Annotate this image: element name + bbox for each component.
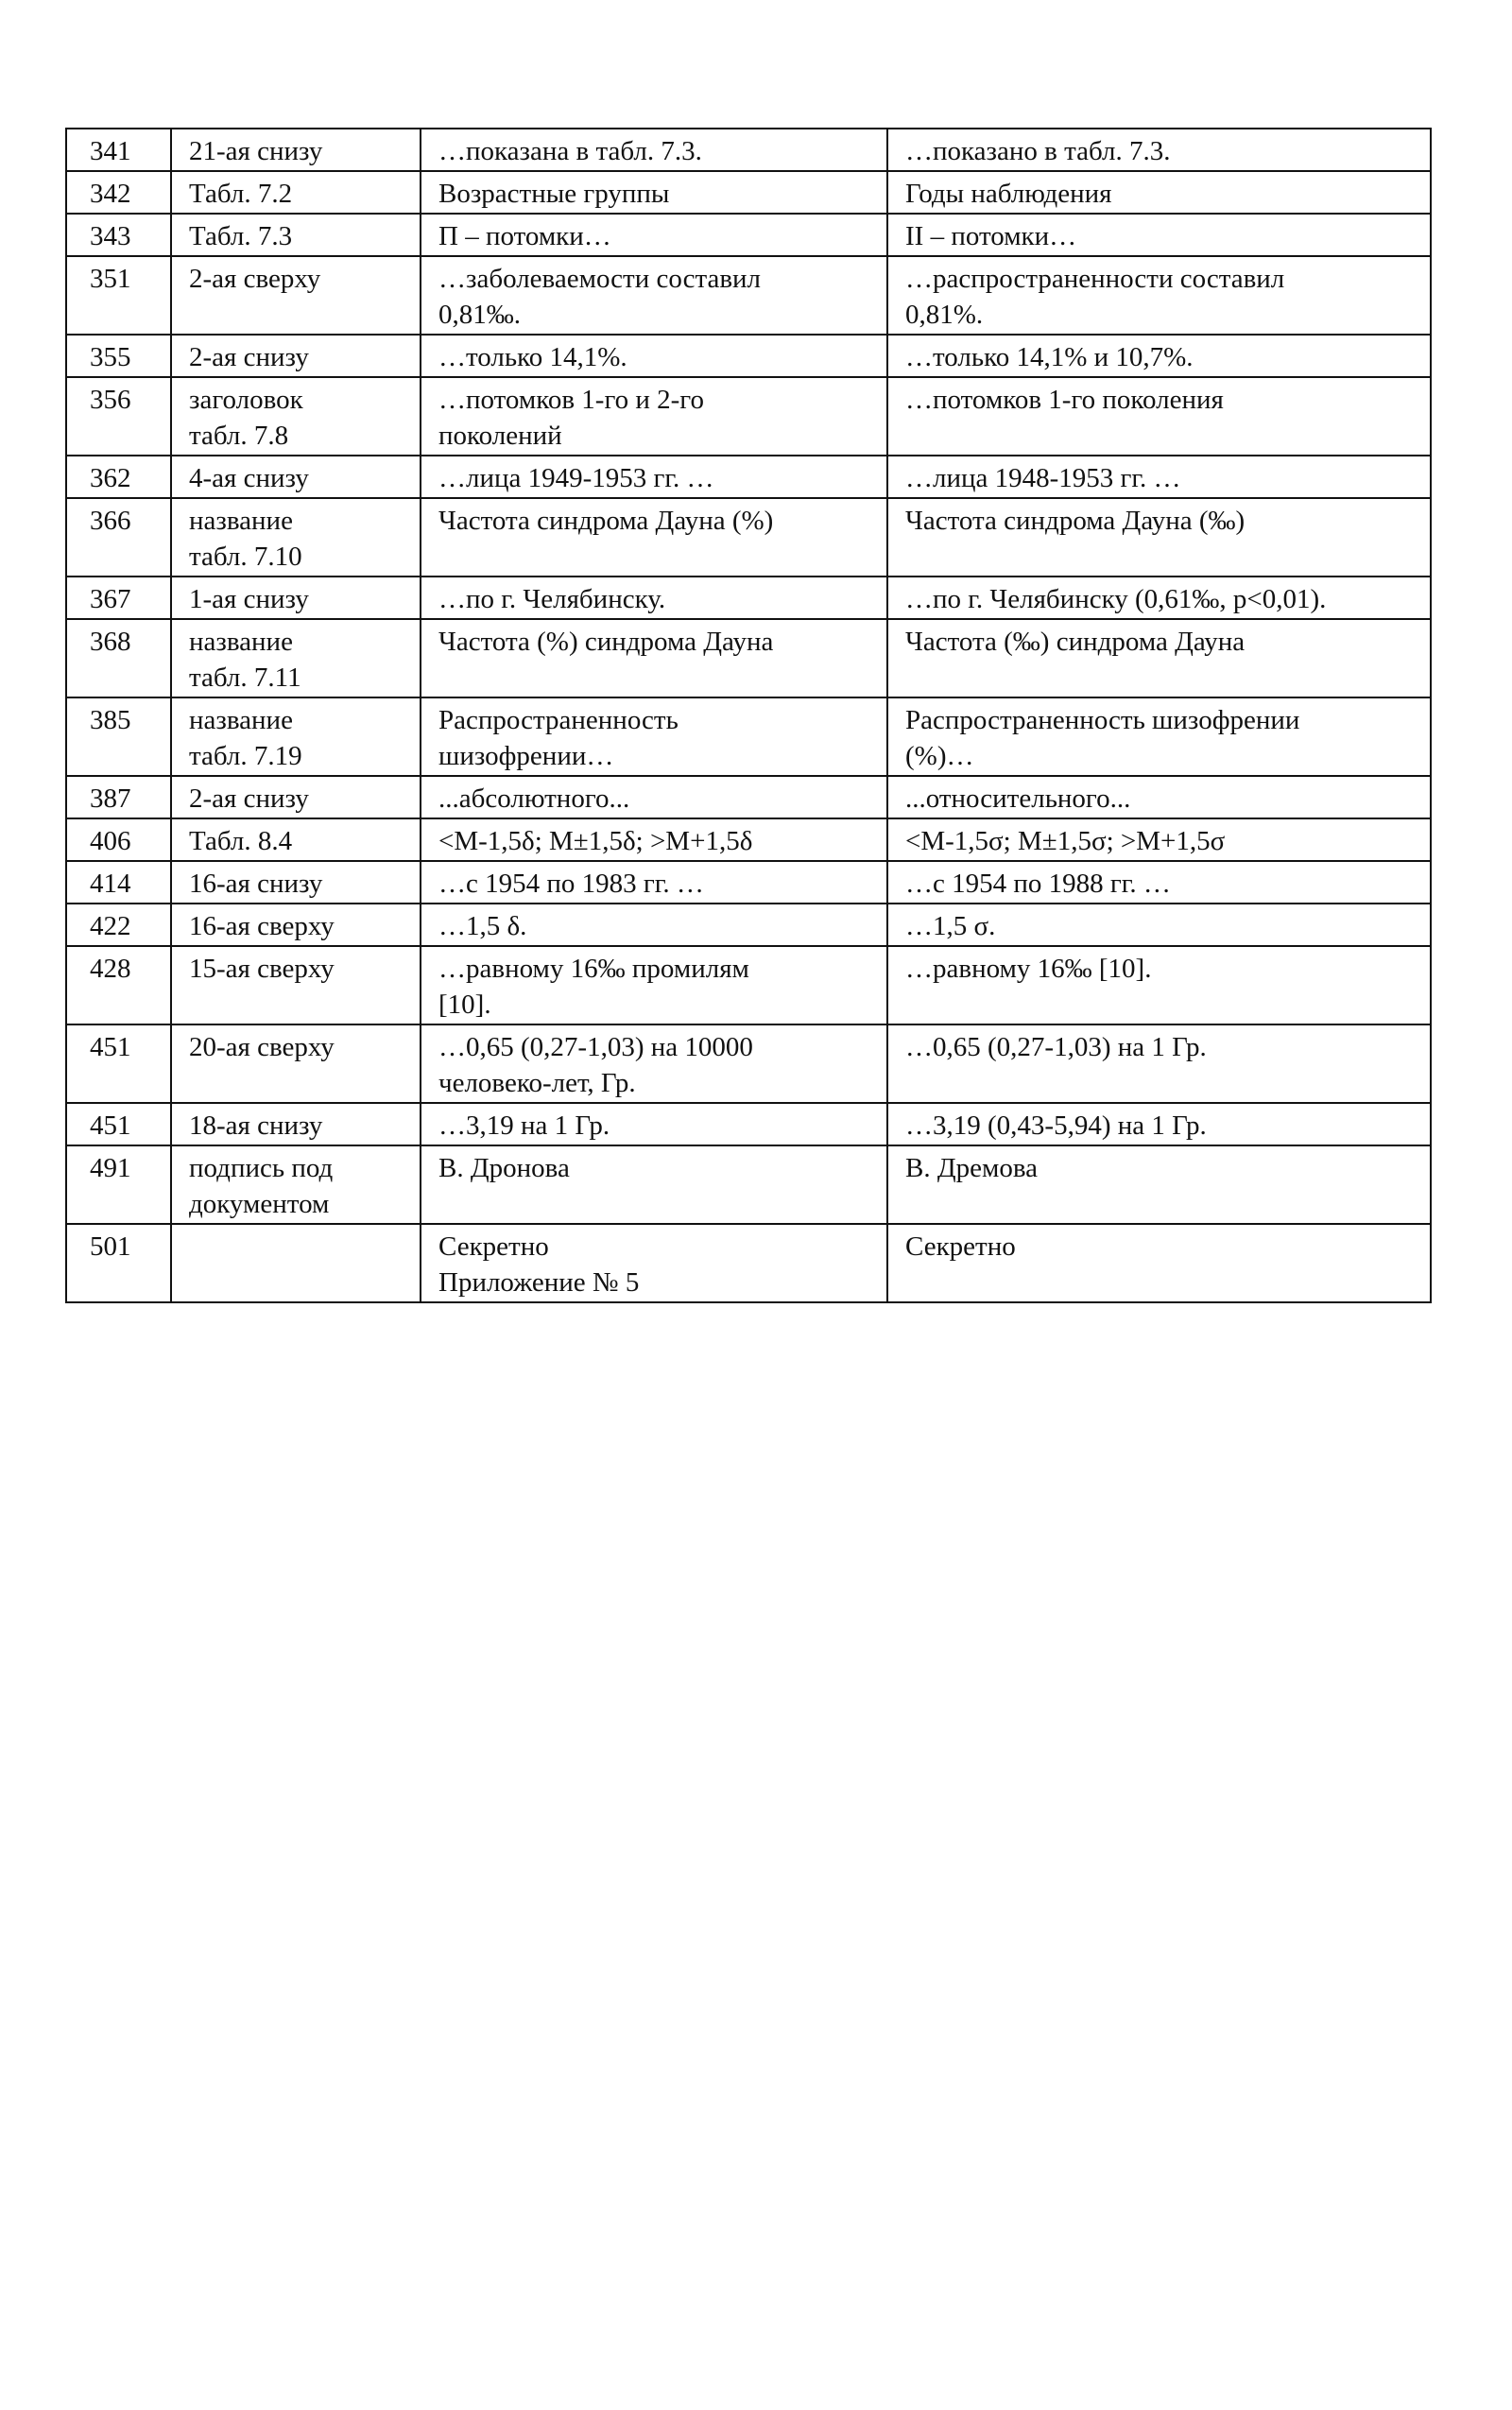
page-number-cell: 342	[66, 171, 171, 214]
line-location-cell: название табл. 7.11	[171, 619, 421, 697]
printed-text-cell: …показана в табл. 7.3.	[421, 129, 887, 171]
printed-text-cell: Возрастные группы	[421, 171, 887, 214]
printed-text-cell: …по г. Челябинску.	[421, 577, 887, 619]
printed-text-cell: …заболеваемости составил 0,81‰.	[421, 256, 887, 335]
line-location-cell: подпись под документом	[171, 1145, 421, 1224]
corrected-text-cell: Распространенность шизофрении (%)…	[887, 697, 1431, 776]
printed-text-cell: Распространенность шизофрении…	[421, 697, 887, 776]
printed-text-cell: …0,65 (0,27-1,03) на 10000 человеко-лет, Гр.	[421, 1024, 887, 1103]
corrected-text-cell: …лица 1948-1953 гг. …	[887, 456, 1431, 498]
printed-text-cell: В. Дронова	[421, 1145, 887, 1224]
printed-text-cell: П – потомки…	[421, 214, 887, 256]
line-location-cell: заголовок табл. 7.8	[171, 377, 421, 456]
page-number-cell: 428	[66, 946, 171, 1024]
corrected-text-cell: Частота синдрома Дауна (‰)	[887, 498, 1431, 577]
line-location-cell: Табл. 7.2	[171, 171, 421, 214]
page-number-cell: 406	[66, 818, 171, 861]
corrected-text-cell: …распространенности составил 0,81%.	[887, 256, 1431, 335]
printed-text-cell: ...абсолютного...	[421, 776, 887, 818]
page-number-cell: 368	[66, 619, 171, 697]
table-row	[66, 1224, 1431, 1302]
table-row	[66, 1145, 1431, 1224]
corrected-text-cell: …только 14,1% и 10,7%.	[887, 335, 1431, 377]
line-location-cell: 2-ая снизу	[171, 776, 421, 818]
page-number-cell: 356	[66, 377, 171, 456]
corrected-text-cell: <М-1,5σ; М±1,5σ; >М+1,5σ	[887, 818, 1431, 861]
table-row	[66, 818, 1431, 861]
table-row	[66, 1024, 1431, 1103]
printed-text-cell: …только 14,1%.	[421, 335, 887, 377]
line-location-cell: 18-ая снизу	[171, 1103, 421, 1145]
line-location-cell: Табл. 8.4	[171, 818, 421, 861]
corrected-text-cell: …по г. Челябинску (0,61‰, р<0,01).	[887, 577, 1431, 619]
line-location-cell: 16-ая снизу	[171, 861, 421, 904]
line-location-cell: Табл. 7.3	[171, 214, 421, 256]
corrected-text-cell: …показано в табл. 7.3.	[887, 129, 1431, 171]
table-row	[66, 619, 1431, 697]
printed-text-cell: …3,19 на 1 Гр.	[421, 1103, 887, 1145]
corrected-text-cell: Секретно	[887, 1224, 1431, 1302]
page-number-cell: 341	[66, 129, 171, 171]
table-row	[66, 946, 1431, 1024]
table-row	[66, 129, 1431, 171]
corrected-text-cell: Годы наблюдения	[887, 171, 1431, 214]
table-row	[66, 335, 1431, 377]
page-number-cell: 501	[66, 1224, 171, 1302]
corrected-text-cell: II – потомки…	[887, 214, 1431, 256]
printed-text-cell: Частота синдрома Дауна (%)	[421, 498, 887, 577]
line-location-cell: 2-ая сверху	[171, 256, 421, 335]
corrected-text-cell: …1,5 σ.	[887, 904, 1431, 946]
printed-text-cell: …равному 16‰ промилям [10].	[421, 946, 887, 1024]
page-number-cell: 362	[66, 456, 171, 498]
table-row	[66, 171, 1431, 214]
table-row	[66, 214, 1431, 256]
line-location-cell: 1-ая снизу	[171, 577, 421, 619]
printed-text-cell: Секретно Приложение № 5	[421, 1224, 887, 1302]
page-number-cell: 385	[66, 697, 171, 776]
page-number-cell: 343	[66, 214, 171, 256]
page-number-cell: 414	[66, 861, 171, 904]
corrected-text-cell: …0,65 (0,27-1,03) на 1 Гр.	[887, 1024, 1431, 1103]
table-row	[66, 1103, 1431, 1145]
printed-text-cell: <М-1,5δ; М±1,5δ; >М+1,5δ	[421, 818, 887, 861]
table-row	[66, 904, 1431, 946]
line-location-cell: название табл. 7.19	[171, 697, 421, 776]
line-location-cell: 16-ая сверху	[171, 904, 421, 946]
page-number-cell: 367	[66, 577, 171, 619]
corrected-text-cell: …3,19 (0,43-5,94) на 1 Гр.	[887, 1103, 1431, 1145]
line-location-cell: 20-ая сверху	[171, 1024, 421, 1103]
page-number-cell: 451	[66, 1103, 171, 1145]
table-row	[66, 577, 1431, 619]
printed-text-cell: Частота (%) синдрома Дауна	[421, 619, 887, 697]
table-row	[66, 697, 1431, 776]
page-number-cell: 451	[66, 1024, 171, 1103]
printed-text-cell: …лица 1949-1953 гг. …	[421, 456, 887, 498]
table-row	[66, 377, 1431, 456]
page-number-cell: 355	[66, 335, 171, 377]
corrected-text-cell: …равному 16‰ [10].	[887, 946, 1431, 1024]
line-location-cell: 21-ая снизу	[171, 129, 421, 171]
corrected-text-cell: Частота (‰) синдрома Дауна	[887, 619, 1431, 697]
page-number-cell: 351	[66, 256, 171, 335]
table-row	[66, 861, 1431, 904]
errata-table	[65, 128, 1432, 1303]
page-number-cell: 422	[66, 904, 171, 946]
table-row	[66, 776, 1431, 818]
page-number-cell: 387	[66, 776, 171, 818]
line-location-cell: 15-ая сверху	[171, 946, 421, 1024]
printed-text-cell: …потомков 1-го и 2-го поколений	[421, 377, 887, 456]
table-row	[66, 456, 1431, 498]
line-location-cell: 4-ая снизу	[171, 456, 421, 498]
table-row	[66, 498, 1431, 577]
corrected-text-cell: …потомков 1-го поколения	[887, 377, 1431, 456]
table-row	[66, 256, 1431, 335]
page-number-cell: 491	[66, 1145, 171, 1224]
corrected-text-cell: ...относительного...	[887, 776, 1431, 818]
corrected-text-cell: …с 1954 по 1988 гг. …	[887, 861, 1431, 904]
corrected-text-cell: В. Дремова	[887, 1145, 1431, 1224]
line-location-cell: 2-ая снизу	[171, 335, 421, 377]
printed-text-cell: …1,5 δ.	[421, 904, 887, 946]
line-location-cell	[171, 1224, 421, 1302]
page-number-cell: 366	[66, 498, 171, 577]
errata-table-body	[66, 129, 1431, 1302]
line-location-cell: название табл. 7.10	[171, 498, 421, 577]
printed-text-cell: …с 1954 по 1983 гг. …	[421, 861, 887, 904]
